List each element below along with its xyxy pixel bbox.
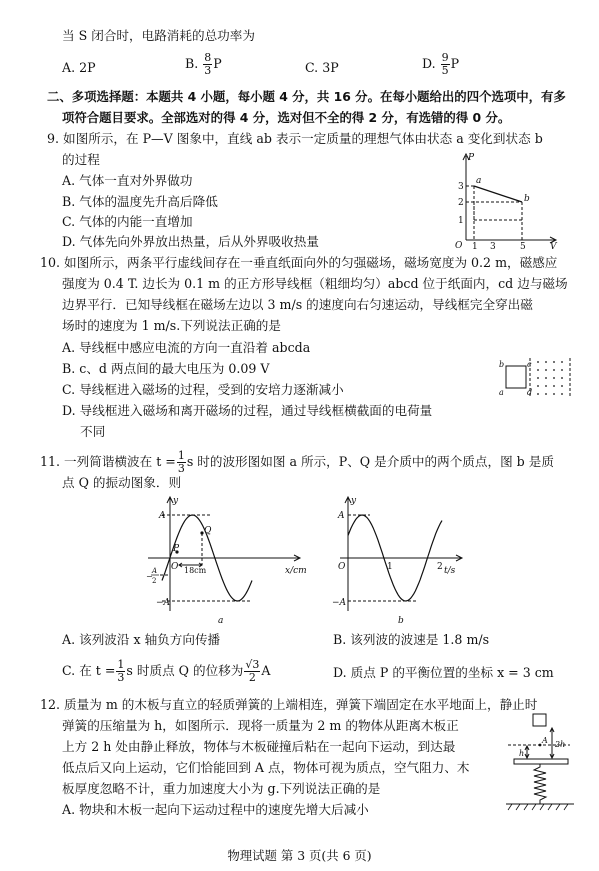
q11-option-c: C. 在 t = $\frac{1}{3}$ s 时质点 Q 的位移为 $\frac{√3}{2}$ A xyxy=(62,658,271,684)
q12-spring-figure xyxy=(500,712,584,824)
q9-point-a: a xyxy=(476,176,482,186)
q10-stem-3: 边界平行．已知导线框在磁场左边以 3 m/s 的速度向右匀速运动，导线框完全穿出磁 xyxy=(62,297,533,312)
q8-option-c: C. 3P xyxy=(305,60,339,75)
q9-option-d: D. 气体先向外界放出热量，后从外界吸收热量 xyxy=(62,234,319,249)
q9-stem-2: 的过程 xyxy=(62,152,100,167)
q8-option-d: D. $\frac{9}{5}$ P xyxy=(422,51,460,77)
q8-option-a: A. 2P xyxy=(62,60,96,75)
page-footer: 物理试题 第 3 页(共 6 页) xyxy=(227,848,372,863)
q9-option-a: A. 气体一直对外界做功 xyxy=(62,173,193,188)
q12-point-a-dot xyxy=(539,744,542,747)
q11a-half-num: A xyxy=(152,567,158,575)
q9-ytick-1: 1 xyxy=(458,216,464,226)
q10-stem-1: 10. 如图所示，两条平行虚线间存在一垂直纸面向外的匀强磁场，磁场宽度为 0.2 m，磁感应 xyxy=(40,255,558,270)
q10-option-b: B. c、d 两点间的最大电压为 0.09 V xyxy=(62,361,270,376)
q9-stem-1: 9. 如图所示，在 P—V 图象中，直线 ab 表示一定质量的理想气体由状态 a 变化到状态 b xyxy=(47,131,543,146)
q9-line-ab xyxy=(474,186,522,202)
q11b-tick-2: 2 xyxy=(437,562,443,572)
q10-option-c: C. 导线框进入磁场的过程，受到的安培力逐渐减小 xyxy=(62,382,344,397)
q11a-y-label: y xyxy=(173,496,179,506)
q11a-distance-label: 18cm xyxy=(184,566,207,575)
q11b-x-label: t/s xyxy=(444,566,456,576)
q12-board xyxy=(514,759,568,764)
section2-line1: 二、多项选择题：本题共 4 小题，每小题 4 分，共 16 分。在每小题给出的四个选项中，有多 xyxy=(47,89,566,104)
q11-option-d: D. 质点 P 的平衡位置的坐标 x = 3 cm xyxy=(333,665,554,680)
q11a-x-label: x/cm xyxy=(285,566,307,576)
q11a-q-label: Q xyxy=(204,526,212,536)
q12-stem-1: 12. 质量为 m 的木板与直立的轻质弹簧的上端相连，弹簧下端固定在水平地面上，静止时 xyxy=(40,697,538,712)
q12-stem-2: 弹簧的压缩量为 h，如图所示．现将一质量为 2 m 的物体从距离木板正 xyxy=(62,718,459,733)
q10-option-d-2: 不同 xyxy=(80,424,106,439)
q12-2h-label: 2h xyxy=(555,740,566,749)
q10-field-dots xyxy=(537,361,563,395)
q11a-negamp-label: −A xyxy=(156,598,171,608)
q10-wire-frame xyxy=(506,366,526,388)
q10-stem-2: 强度为 0.4 T. 边长为 0.1 m 的正方形导线框（粗细均匀）abcd 位于纸面内，cd 边与磁场 xyxy=(62,276,568,291)
q12-h-label: h xyxy=(519,749,525,758)
q9-p-label: P xyxy=(468,153,475,163)
q11-option-a: A. 该列波沿 x 轴负方向传播 xyxy=(62,632,221,647)
q10-corner-b: b xyxy=(499,360,505,369)
q11a-amp-label: A xyxy=(159,511,166,521)
q9-option-b: B. 气体的温度先升高后降低 xyxy=(62,194,218,209)
q11b-y-label: y xyxy=(351,496,357,506)
q9-origin: O xyxy=(455,241,463,250)
q10-corner-d: d xyxy=(527,388,533,397)
q11-stem-2: 点 Q 的振动图象．则 xyxy=(62,475,182,490)
q11b-negamp-label: −A xyxy=(332,598,347,608)
q9-xtick-3: 3 xyxy=(490,242,496,250)
q9-xtick-5: 5 xyxy=(520,242,526,250)
q11a-origin: O xyxy=(171,562,179,572)
q9-ytick-3: 3 xyxy=(458,182,464,192)
q12-spring xyxy=(534,764,546,804)
q10-option-a: A. 导线框中感应电流的方向一直沿着 abcda xyxy=(62,340,311,355)
q12-point-a-label: A xyxy=(542,736,548,745)
q11a-half-neg: − xyxy=(146,572,153,581)
q11-option-b: B. 该列波的波速是 1.8 m/s xyxy=(333,632,490,647)
q9-v-label: V xyxy=(550,242,557,250)
q8-stem-tail: 当 S 闭合时，电路消耗的总功率为 xyxy=(62,28,255,43)
q11b-amp-label: A xyxy=(338,511,345,521)
q10-magnetic-field-figure xyxy=(486,358,586,418)
q12-ground-hatch xyxy=(508,804,568,810)
q11a-half-den: 2 xyxy=(152,577,157,585)
q12-stem-3: 上方 2 h 处由静止释放，物体与木板碰撞后粘在一起向下运动，到达最 xyxy=(62,739,456,754)
q9-option-c: C. 气体的内能一直增加 xyxy=(62,214,193,229)
q11b-origin: O xyxy=(338,562,346,572)
q12-falling-block xyxy=(533,714,546,726)
q12-stem-5: 板厚度忽略不计，重力加速度大小为 g.下列说法正确的是 xyxy=(62,781,381,796)
q8-option-b: B. $\frac{8}{3}$ P xyxy=(185,51,222,77)
q9-point-b: b xyxy=(524,194,530,204)
q9-xtick-1: 1 xyxy=(472,242,478,250)
q12-stem-4: 低点后又向上运动，它们恰能回到 A 点，物体可视为质点，空气阻力、木 xyxy=(62,760,470,775)
section2-line2: 项符合题目要求。全部选对的得 4 分，选对但不全的得 2 分，有选错的得 0 分。 xyxy=(62,110,511,125)
q12-option-a: A. 物块和木板一起向下运动过程中的速度先增大后减小 xyxy=(62,802,369,817)
q11-figure-b xyxy=(330,493,470,628)
q10-corner-a: a xyxy=(499,388,504,397)
q10-stem-4: 场时的速度为 1 m/s.下列说法正确的是 xyxy=(62,318,281,333)
q10-option-d-1: D. 导线框进入磁场和离开磁场的过程，通过导线框横截面的电荷量 xyxy=(62,403,433,418)
q10-corner-c: c xyxy=(527,360,532,369)
q11-stem-1: 11. 一列简谐横波在 t = $\frac{1}{3}$ s 时的波形图如图 a 所示，P、Q 是介质中的两个质点，图 b 是质 xyxy=(40,449,554,475)
q11a-caption: a xyxy=(218,616,224,626)
q9-pv-graph xyxy=(452,150,562,250)
q11b-tick-1: 1 xyxy=(387,562,393,572)
q11a-p-label: P xyxy=(173,544,180,554)
q9-ytick-2: 2 xyxy=(458,198,464,208)
q11b-caption: b xyxy=(398,616,404,626)
q11-figure-a xyxy=(140,493,310,628)
